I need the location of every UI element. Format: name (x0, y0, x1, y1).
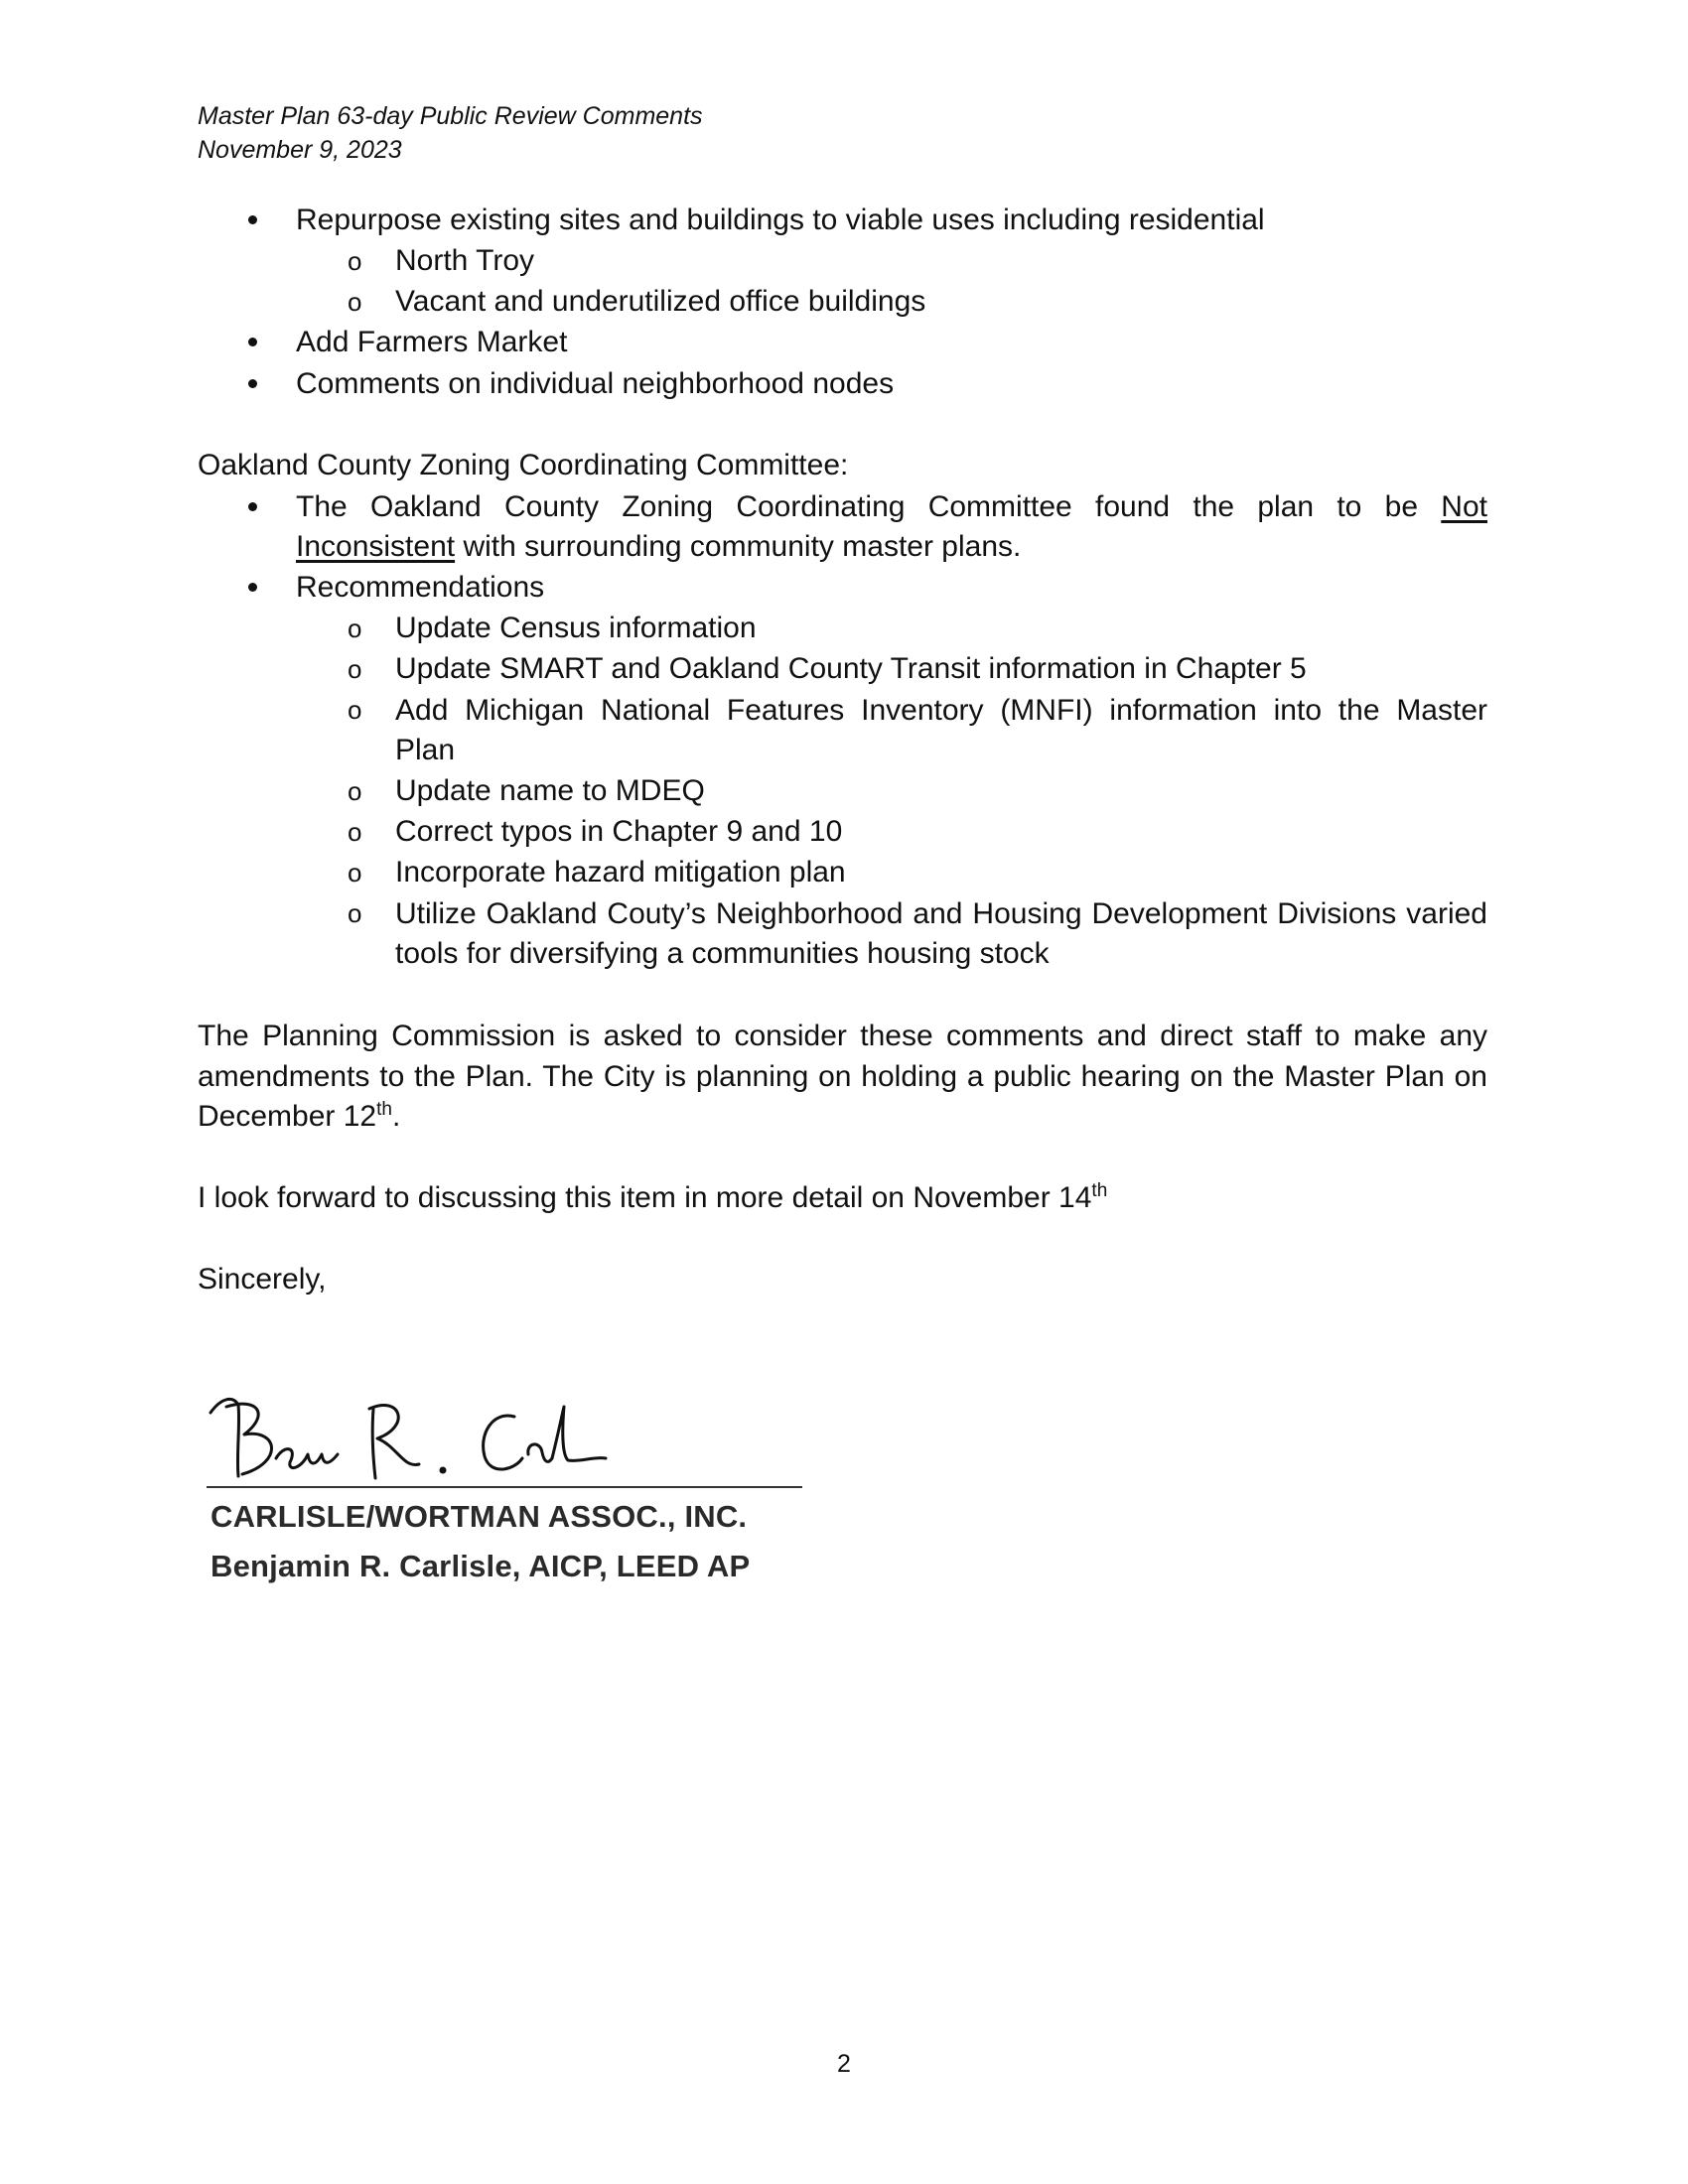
finding-text: The Oakland County Zoning Coordinating Committee found the plan to be (296, 490, 1419, 523)
bullet-dot (248, 583, 257, 592)
bullet-dot (248, 215, 257, 224)
handwritten-signature (199, 1385, 616, 1494)
list-subitem: Correct typos in Chapter 9 and 10 (395, 815, 843, 848)
finding-text-end: with surrounding community master plans. (463, 530, 1022, 563)
list-item: Comments on individual neighborhood nodes (296, 367, 895, 400)
finding-underlined-inconsistent: Inconsistent (296, 530, 456, 563)
sub-bullet-circle: o (348, 858, 362, 887)
sign-off: Sincerely, (198, 1263, 327, 1296)
list-subitem: Utilize Oakland Couty’s Neighborhood and Housing Development Divisions varied (395, 897, 1487, 930)
list-subitem: Incorporate hazard mitigation plan (395, 856, 846, 888)
list-item: Repurpose existing sites and buildings to viable uses including residential (296, 204, 1265, 236)
sub-bullet-circle: o (348, 776, 362, 806)
period: . (391, 1100, 401, 1133)
bullet-dot (248, 379, 257, 388)
list-subitem: Update Census information (395, 612, 757, 644)
ordinal-suffix: th (1091, 1180, 1108, 1201)
list-subitem-continued: Plan (395, 734, 456, 766)
list-subitem: Update SMART and Oakland County Transit information in Chapter 5 (395, 652, 1307, 685)
list-item: Add Farmers Market (296, 326, 568, 358)
list-subitem-continued: tools for diversifying a communities housing stock (395, 937, 1050, 970)
signature-name: Benjamin R. Carlisle, AICP, LEED AP (211, 1549, 751, 1583)
sub-bullet-circle: o (348, 898, 362, 928)
paragraph-date: December 12 (198, 1100, 377, 1133)
signature-company: CARLISLE/WORTMAN ASSOC., INC. (211, 1499, 748, 1534)
list-subitem: Add Michigan National Features Inventory (MNFI) information into the Master (395, 694, 1487, 727)
section-heading: Oakland County Zoning Coordinating Committee: (198, 449, 849, 481)
discussion-text: I look forward to discussing this item in more detail on November 14 (198, 1181, 1092, 1214)
paragraph-line (198, 1097, 400, 1137)
finding-line-2 (296, 527, 1021, 567)
finding-underlined-not: Not (1441, 490, 1487, 523)
page-number: 2 (837, 2050, 851, 2078)
sub-bullet-circle: o (348, 614, 362, 643)
sub-bullet-circle: o (348, 817, 362, 847)
bullet-dot (248, 338, 257, 346)
list-subitem: North Troy (395, 244, 535, 277)
sub-bullet-circle: o (348, 695, 362, 725)
signature-line (207, 1486, 802, 1488)
bullet-dot (248, 502, 257, 511)
list-subitem: Update name to MDEQ (395, 774, 705, 807)
header-date: November 9, 2023 (198, 136, 402, 164)
header-title: Master Plan 63-day Public Review Comments (198, 102, 703, 130)
ordinal-suffix: th (376, 1099, 392, 1120)
list-item: Recommendations (296, 571, 545, 604)
discussion-line (198, 1178, 1107, 1218)
paragraph-line: amendments to the Plan. The City is planning on holding a public hearing on the Master Plan on (198, 1060, 1487, 1093)
sub-bullet-circle: o (348, 654, 362, 684)
list-subitem: Vacant and underutilized office buildings (395, 285, 926, 318)
paragraph-line: The Planning Commission is asked to consider these comments and direct staff to make any (198, 1020, 1487, 1052)
sub-bullet-circle: o (348, 287, 362, 317)
sub-bullet-circle: o (348, 246, 362, 276)
finding-line-1 (296, 486, 1487, 527)
document-header (198, 99, 703, 167)
